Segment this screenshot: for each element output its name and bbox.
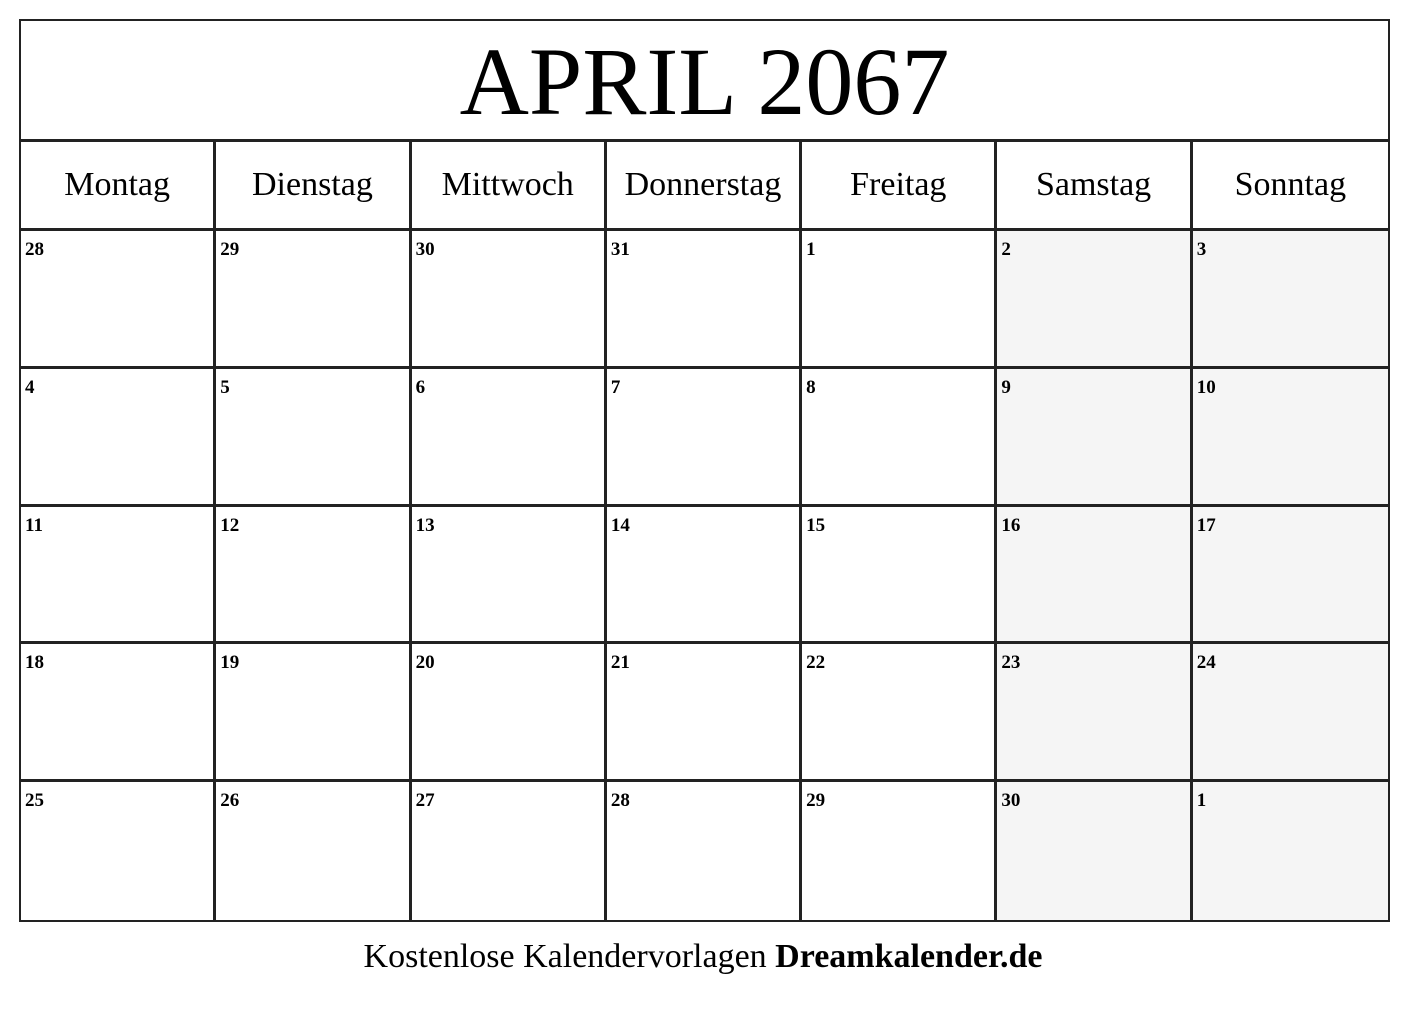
- day-cell: [21, 644, 216, 782]
- day-number: 21: [610, 652, 630, 674]
- day-number: 6: [415, 376, 426, 398]
- day-number: 12: [220, 514, 240, 536]
- day-number: 31: [610, 239, 630, 260]
- day-cell: [607, 507, 802, 645]
- day-cell: [216, 782, 411, 920]
- day-number: 30: [415, 239, 435, 260]
- day-cell: [802, 369, 997, 507]
- weekday-header-donnerstag: Donnerstag: [607, 142, 802, 231]
- day-cell: [412, 369, 607, 507]
- day-number: 13: [415, 514, 435, 536]
- day-cell: [607, 369, 802, 507]
- day-cell: [1193, 782, 1388, 920]
- weekday-header-dienstag: Dienstag: [216, 142, 411, 231]
- day-cell: [997, 644, 1192, 782]
- day-cell: [802, 507, 997, 645]
- weekday-header-mittwoch: Mittwoch: [412, 142, 607, 231]
- footer-text: Kostenlose Kalendervorlagen: [363, 938, 767, 975]
- day-cell: [1193, 644, 1388, 782]
- calendar-header: [21, 21, 1388, 142]
- day-number: 3: [1196, 239, 1207, 260]
- day-number: 20: [415, 652, 435, 674]
- weekday-header-freitag: Freitag: [802, 142, 997, 231]
- day-number: 28: [25, 239, 44, 260]
- day-number: 18: [25, 652, 44, 674]
- day-number: 15: [806, 514, 826, 536]
- day-number: 28: [610, 790, 630, 812]
- day-number: 23: [1001, 652, 1021, 674]
- calendar-title: APRIL 2067: [459, 28, 950, 135]
- day-cell: [21, 231, 216, 369]
- footer: [0, 938, 1406, 976]
- day-cell: [412, 782, 607, 920]
- day-number: 1: [1196, 790, 1207, 812]
- day-number: 1: [806, 239, 816, 260]
- day-cell: [1193, 231, 1388, 369]
- day-cell: [21, 369, 216, 507]
- weekday-header-sonntag: Sonntag: [1193, 142, 1388, 231]
- day-number: 10: [1196, 376, 1216, 398]
- day-number: 16: [1001, 514, 1021, 536]
- day-cell: [216, 231, 411, 369]
- day-cell: [412, 644, 607, 782]
- day-cell: [607, 644, 802, 782]
- calendar: [19, 19, 1390, 922]
- day-cell: [802, 782, 997, 920]
- day-cell: [216, 507, 411, 645]
- day-number: 25: [25, 790, 44, 812]
- day-number: 26: [220, 790, 240, 812]
- footer-brand: Dreamkalender.de: [775, 938, 1043, 975]
- day-number: 4: [25, 376, 35, 398]
- day-cell: [607, 231, 802, 369]
- day-cell: [21, 782, 216, 920]
- day-number: 19: [220, 652, 240, 674]
- day-cell: [1193, 369, 1388, 507]
- day-cell: [412, 507, 607, 645]
- day-cell: [997, 369, 1192, 507]
- day-number: 5: [220, 376, 230, 398]
- day-number: 9: [1001, 376, 1011, 398]
- day-cell: [1193, 507, 1388, 645]
- day-number: 8: [806, 376, 816, 398]
- day-number: 30: [1001, 790, 1021, 812]
- day-number: 11: [25, 514, 43, 536]
- day-cell: [412, 231, 607, 369]
- day-number: 22: [806, 652, 826, 674]
- day-cell: [997, 507, 1192, 645]
- calendar-grid: [21, 142, 1388, 920]
- day-number: 29: [806, 790, 826, 812]
- day-cell: [607, 782, 802, 920]
- weekday-header-montag: Montag: [21, 142, 216, 231]
- day-number: 14: [610, 514, 630, 536]
- day-number: 29: [220, 239, 240, 260]
- day-number: 17: [1196, 514, 1216, 536]
- day-cell: [216, 369, 411, 507]
- day-cell: [997, 782, 1192, 920]
- weekday-header-samstag: Samstag: [997, 142, 1192, 231]
- day-cell: [21, 507, 216, 645]
- day-cell: [802, 644, 997, 782]
- day-cell: [216, 644, 411, 782]
- day-cell: [997, 231, 1192, 369]
- day-number: 24: [1196, 652, 1216, 674]
- day-number: 27: [415, 790, 435, 812]
- day-number: 2: [1001, 239, 1011, 260]
- day-number: 7: [610, 376, 621, 398]
- day-cell: [802, 231, 997, 369]
